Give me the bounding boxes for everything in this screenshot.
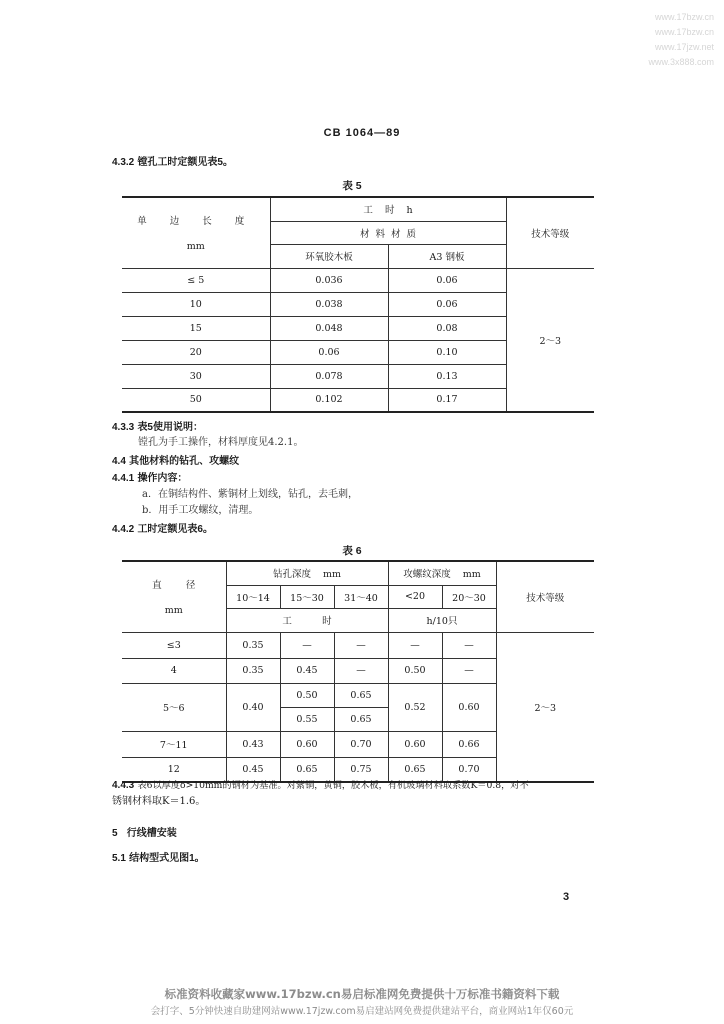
section-title: 其他材料的钻孔、攻螺纹 (129, 456, 240, 467)
table-row: 7～11 0.43 0.60 0.70 0.60 0.66 (122, 731, 594, 757)
section-title: 表5使用说明： (137, 422, 203, 433)
header-time: 工 时 (226, 608, 388, 632)
section-4-4-1 (112, 472, 187, 486)
table-row: 4 0.35 0.45 — 0.50 — (122, 658, 594, 683)
grade-value: 2～3 (506, 268, 594, 412)
standard-header: CB 1064—89 (323, 127, 401, 139)
table-row: ≤3 0.35 — — — — 2～3 (122, 632, 594, 658)
table-row: 12 0.45 0.65 0.75 0.65 0.70 (122, 757, 594, 782)
section-text: 表6以厚度δ>10mm的钢材为基准。对紫铜，黄铜，胶木板，有机玻璃材料取系数K＝0.8，对不 (137, 780, 529, 791)
section-number: 4.4.1 (112, 473, 135, 484)
table-row: 20 0.06 0.10 (122, 340, 594, 364)
footer-watermark-2: 会打字、5分钟快速自助建网站www.17jzw.com易启建站网免费提供建站平台，商业网站1年仅60元 (150, 1006, 574, 1017)
header-tap-depth: 攻螺纹深度 mm (388, 561, 496, 585)
table-6: 直 径 mm 钻孔深度 mm 攻螺纹深度 mm 技术等级 10～14 15～30 31～40 <20 20～30 工 时 h/10只 ≤3 0.35 — — — — 2～3 4 0.35 0.45 — 0.50 — 5～6 0.40 0.50 0.65 0.52 0.60 0.55 0.65 7～11 0.43 0.60 0.70 0.60 0.66 12 0.45 0.65 0.75 0.65 0.70 (122, 560, 594, 783)
footer-watermark-1: 标准资料收藏家www.17bzw.cn易启标准网免费提供十万标准书籍资料下载 (164, 987, 560, 1001)
section-title: 操作内容： (137, 473, 188, 484)
section-4-4-2 (112, 523, 213, 537)
section-number: 4.4.3 (112, 780, 135, 791)
watermark-urls (648, 10, 714, 70)
page-number: 3 (563, 891, 570, 903)
table-row: 5～6 0.40 0.50 0.65 0.52 0.60 (122, 683, 594, 707)
table-5 (122, 196, 594, 413)
header-material: 材 料 材 质 (270, 221, 506, 244)
header-grade: 技术等级 (496, 561, 594, 632)
section-number: 4.4 (112, 456, 126, 467)
section-4-3-3-body: 镗孔为手工操作，材料厚度见4.2.1。 (138, 437, 304, 448)
table-row: 0.55 0.65 (122, 707, 594, 731)
table-row: ≤ 5 0.036 0.06 2～3 (122, 268, 594, 292)
section-text: 工时定额见表6。 (137, 524, 213, 535)
table-row: 10 0.038 0.06 (122, 292, 594, 316)
list-item-a: a．在铜结构件、紫铜材上划线，钻孔，去毛刺， (142, 489, 358, 500)
section-4-3-3 (112, 421, 203, 435)
section-title: 行线槽安装 (126, 828, 177, 839)
section-5-1 (112, 852, 205, 866)
table-row: 50 0.102 0.17 (122, 388, 594, 412)
section-5 (112, 827, 177, 841)
section-number: 5.1 (112, 853, 126, 864)
table5-caption: 表 5 (342, 180, 362, 192)
section-number: 4.3.2 (112, 157, 135, 168)
header-time-unit: h/10只 (388, 608, 496, 632)
section-number: 4.3.3 (112, 422, 135, 433)
section-text: 镗孔工时定额见表5。 (137, 157, 233, 168)
header-a3-steel: A3 钢板 (388, 244, 506, 268)
header-drill-depth: 钻孔深度 mm (226, 561, 388, 585)
watermark-line: www.17jzw.net (654, 42, 714, 52)
header-diameter: 直 径 mm (122, 561, 226, 632)
section-text: 结构型式见图1。 (129, 853, 205, 864)
watermark-line: www.17bzw.cn (654, 12, 714, 22)
watermark-line: www.17bzw.cn (654, 27, 714, 37)
section-4-4-3 (112, 779, 529, 793)
table6-caption: 表 6 (342, 545, 362, 557)
header-grade: 技术等级 (506, 197, 594, 268)
header-dimension: 单 边 长 度 mm (122, 197, 270, 268)
watermark-line: www.3x888.com (648, 57, 714, 67)
list-item-b: b．用手工攻螺纹，清理。 (142, 505, 259, 516)
header-epoxy-board: 环氧胶木板 (270, 244, 388, 268)
grade-value: 2～3 (496, 632, 594, 782)
section-4-4 (112, 455, 239, 469)
table-row: 30 0.078 0.13 (122, 364, 594, 388)
section-number: 4.4.2 (112, 524, 135, 535)
table-row: 15 0.048 0.08 (122, 316, 594, 340)
section-4-4-3-cont: 锈钢材料取K＝1.6。 (112, 796, 206, 807)
section-number: 5 (112, 828, 118, 839)
section-4-3-2 (112, 156, 233, 170)
header-time: 工 时 h (270, 197, 506, 221)
